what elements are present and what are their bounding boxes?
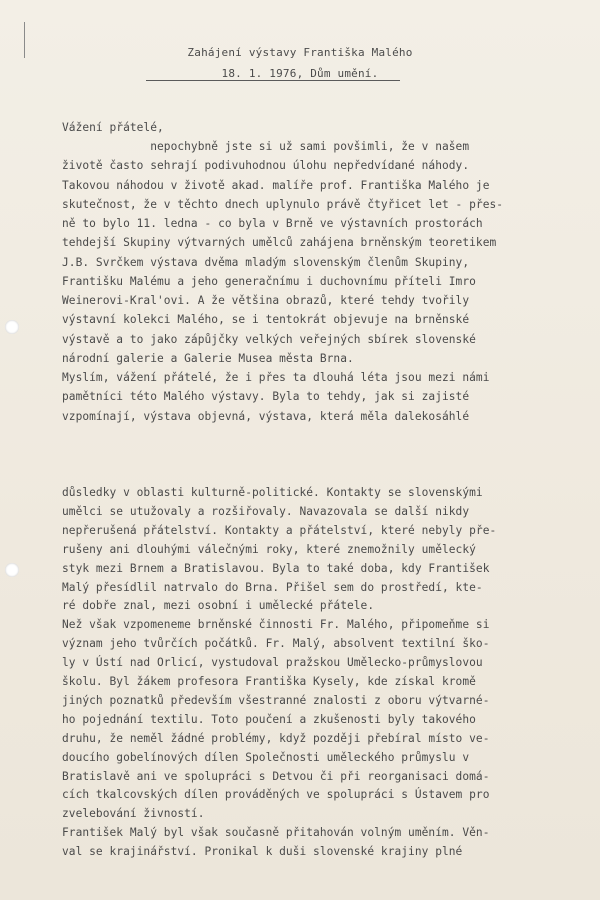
text-line: jiných poznatků především všestranné znalosti z oboru výtvarné- [62, 693, 490, 707]
document-title: Zahájení výstavy Františka Malého [187, 46, 413, 59]
text-line: Františku Malému a jeho generačnímu i duchovnímu příteli Imro [62, 274, 476, 288]
text-line: Malý přesídlil natrvalo do Brna. Přišel sem do prostředí, kte- [62, 580, 483, 594]
text-line: pamětníci této Malého výstavy. Byla to tehdy, jak si zajisté [62, 390, 470, 404]
text-line: cích tkalcovských dílen prováděných ve spolupráci s Ústavem pro [62, 788, 490, 802]
text-line: ré dobře znal, mezi osobní i umělecké přátele. [62, 599, 375, 613]
text-line: druhu, že neměl žádné problémy, když později přebíral místo ve- [62, 731, 490, 745]
text-line: ly v Ústí nad Orlicí, vystudoval pražskou Umělecko-průmyslovou [62, 656, 483, 670]
text-line: Bratislavě ani ve spolupráci s Detvou či při reorganisaci domá- [62, 769, 490, 783]
text-line: doucího gobelínových dílen Společnosti uměleckého průmyslu v [62, 750, 470, 764]
text-line: zvelebování živností. [62, 807, 205, 821]
text-line: Weinerovi-Kral'ovi. A že většina obrazů, které tehdy tvořily [62, 294, 470, 307]
text-line: umělci se utužovaly a rozšiřovaly. Navazovala se další nikdy [62, 504, 470, 518]
text-line: Než však vzpomeneme brněnské činnosti Fr. Malého, připomeňme si [62, 618, 490, 632]
title-underline [146, 80, 400, 81]
text-line: národní galerie a Galerie Musea města Brna. [62, 351, 354, 365]
text-line: rušeny ani dlouhými válečnými roky, které znemožnily umělecký [62, 542, 476, 556]
text-line: ho pojednání textilu. Toto poučení a zkušenosti byly takového [62, 712, 476, 726]
text-line: životě často sehrají podivuhodnou úlohu nepředvídané náhody. [62, 159, 470, 173]
text-line: skutečnost, že v těchto dnech uplynulo právě čtyřicet let - přes- [62, 197, 504, 211]
text-line: ně to bylo 11. ledna - co byla v Brně ve výstavních prostorách [62, 217, 483, 230]
text-line: František Malý byl však současně přitahován volným uměním. Věn- [62, 826, 490, 840]
salutation: Vážení přátelé, [62, 121, 164, 134]
text-line: J.B. Svrčkem výstava dvěma mladým slovenským členům Skupiny, [62, 255, 470, 269]
text-line: důsledky v oblasti kulturně-politické. Kontakty se slovenskými [62, 486, 483, 499]
text-line: výstavě a to jako zápůjčky velkých veřejných sbírek slovenské [62, 332, 476, 346]
punch-hole [5, 563, 19, 577]
text-line: Myslím, vážení přátelé, že i přes ta dlouhá léta jsou mezi námi [62, 371, 490, 384]
text-line: Takovou náhodou v životě akad. malíře prof. Františka Malého je [62, 178, 490, 192]
text-line: tehdejší Skupiny výtvarných umělců zahájena brněnským teoretikem [62, 236, 497, 250]
text-line: význam jeho tvůrčích počátků. Fr. Malý, absolvent textilní ško- [62, 637, 490, 651]
text-line: vzpomínají, výstava objevná, výstava, která měla dalekosáhlé [62, 409, 470, 423]
punch-hole [5, 320, 19, 334]
text-line: školu. Byl žákem profesora Františka Kysely, kde získal kromě [62, 675, 476, 688]
text-line: styk mezi Brnem a Bratislavou. Byla to také doba, kdy František [62, 561, 490, 575]
document-date-place: 18. 1. 1976, Dům umění. [221, 67, 379, 80]
text-line: výstavní kolekci Malého, se i tentokrát objevuje na brněnské [62, 313, 470, 327]
text-line: nepochybně jste si už sami povšimli, že v našem [62, 140, 470, 153]
text-line: nepřerušená přátelství. Kontakty a přátelství, které nebyly pře- [62, 523, 497, 537]
text-line: val se krajinářství. Pronikal k duši slovenské krajiny plné [62, 845, 463, 859]
